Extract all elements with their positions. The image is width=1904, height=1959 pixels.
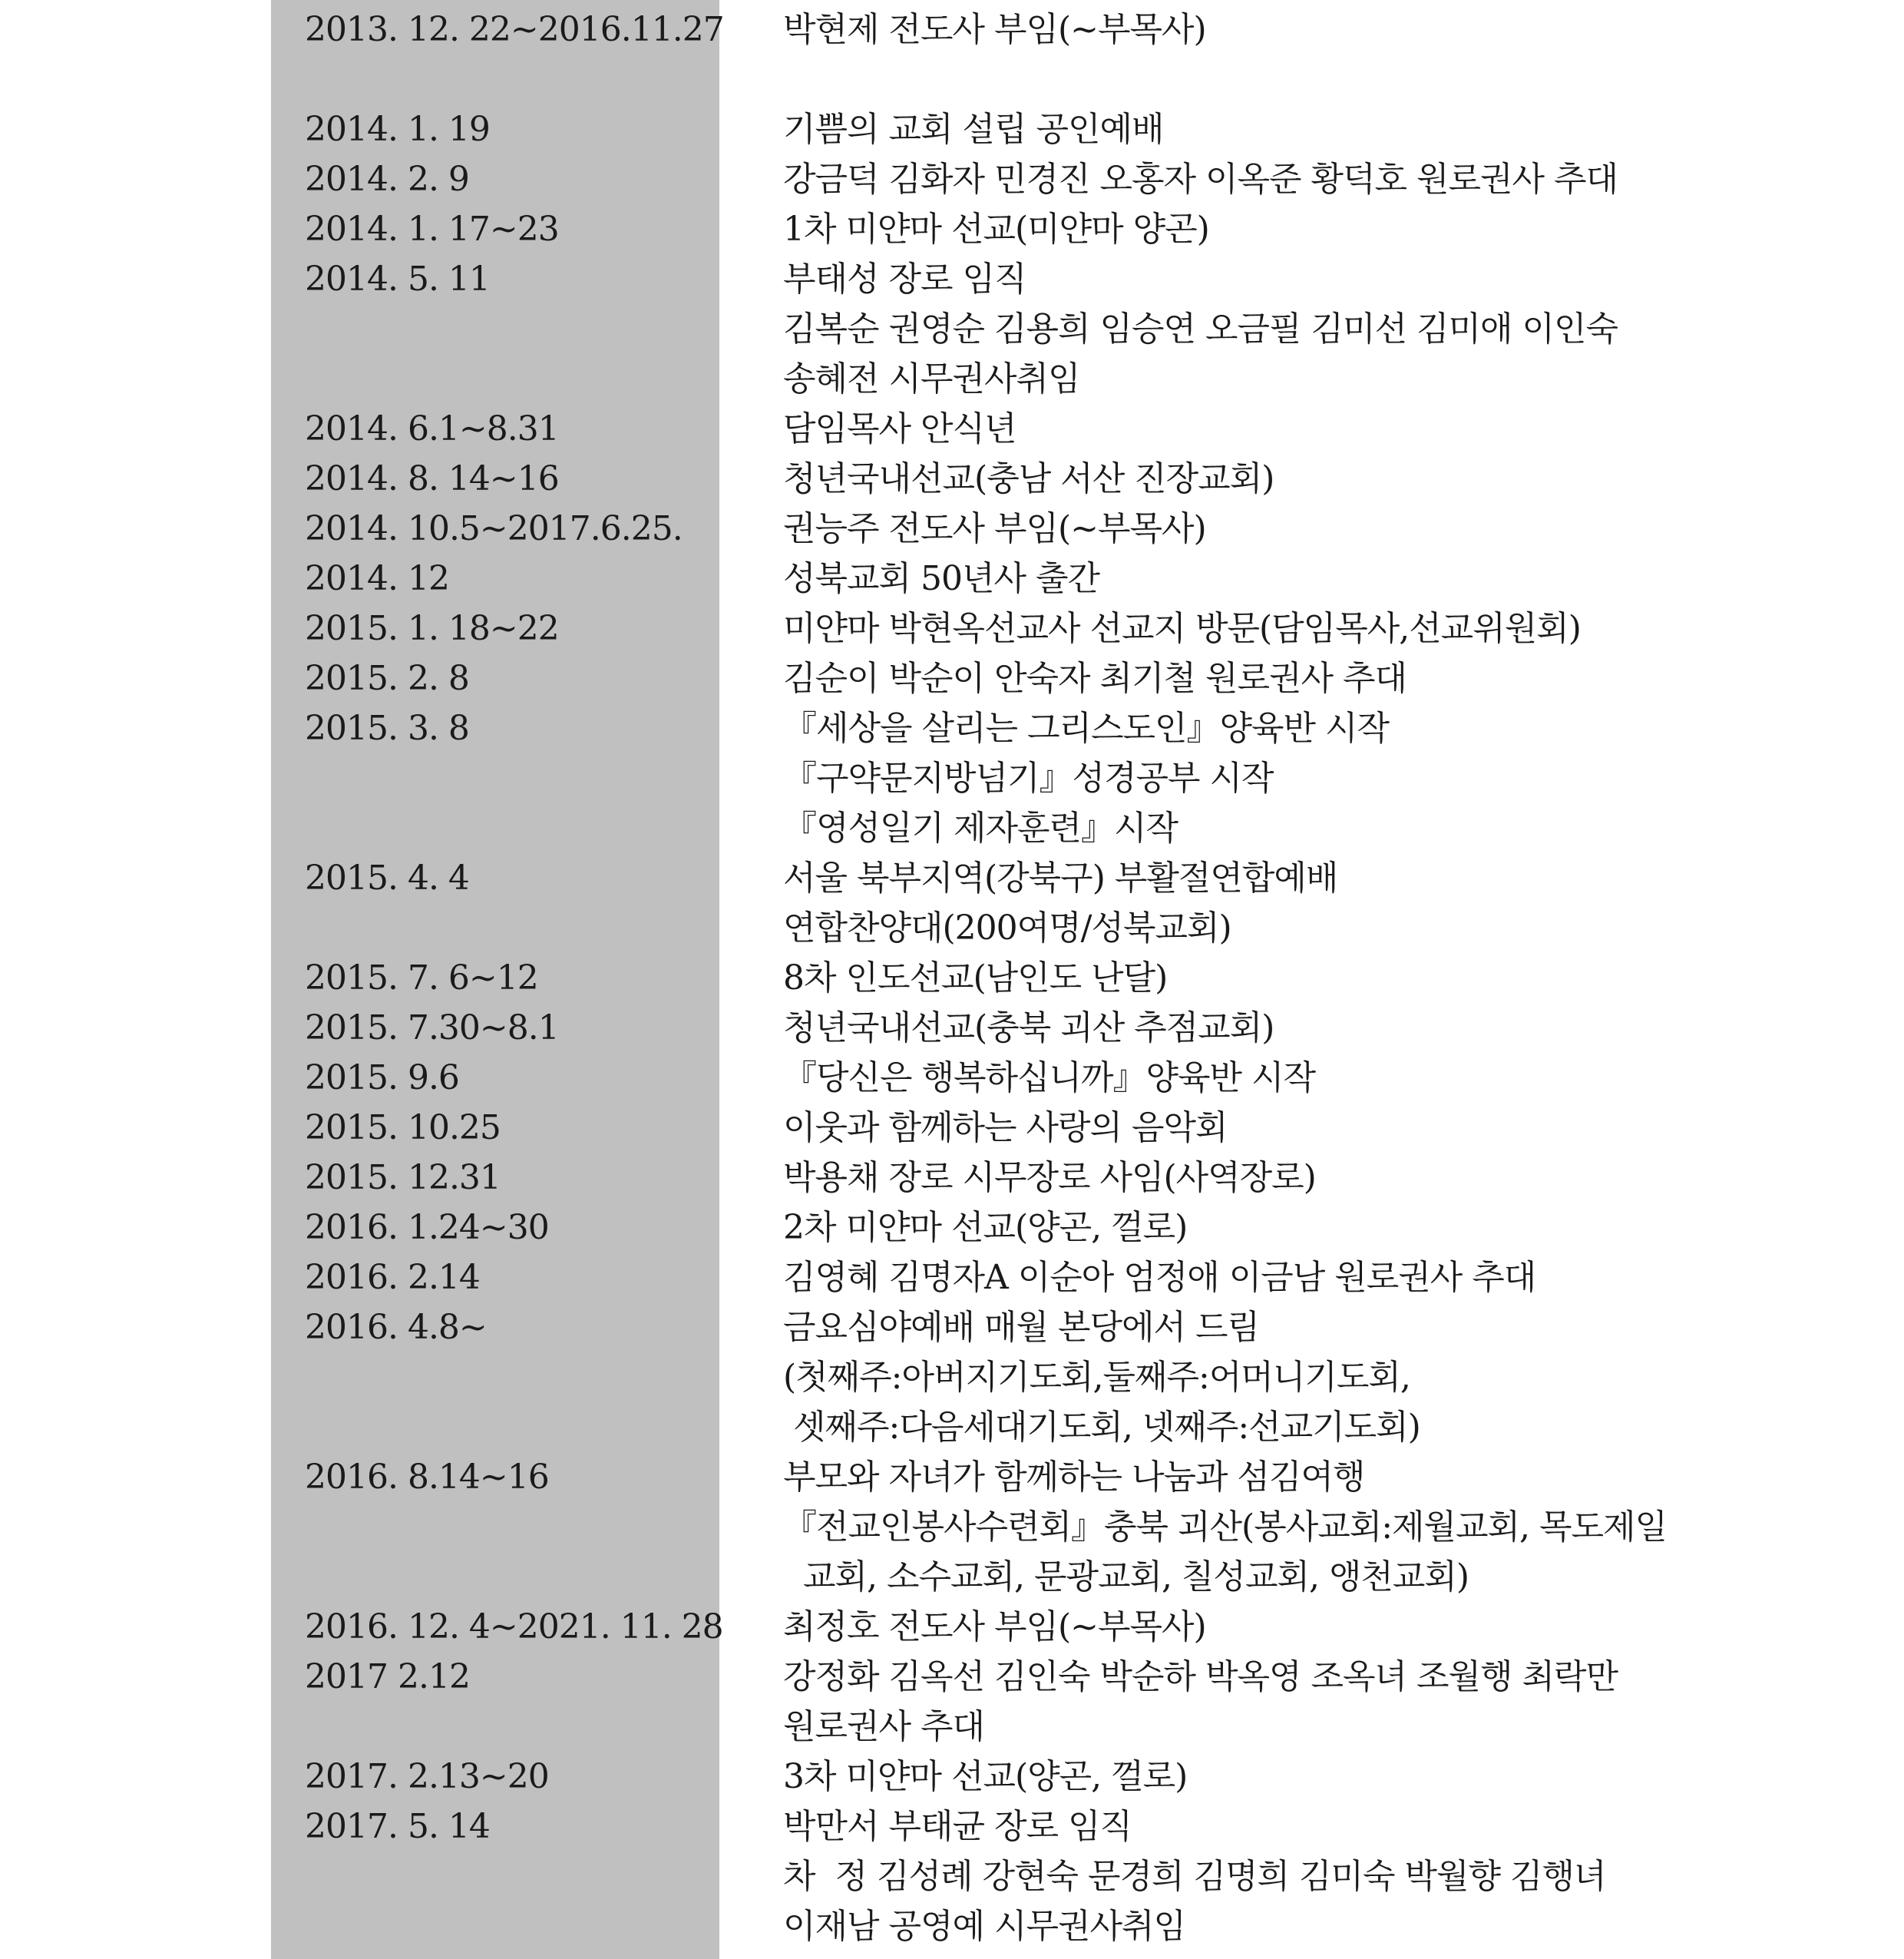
timeline-entry <box>0 454 1904 504</box>
entry-text: 3차 미얀마 선교(양곤, 껄로) <box>783 1757 1188 1796</box>
entry-date: 2014. 8. 14~16 <box>305 459 559 498</box>
entry-text: 강금덕 김화자 민경진 오홍자 이옥준 황덕호 원로권사 추대 <box>783 160 1618 199</box>
timeline-entry <box>0 1502 1904 1552</box>
entry-date <box>305 1502 712 1552</box>
timeline-entry <box>0 1103 1904 1153</box>
entry-date <box>305 1352 712 1402</box>
timeline-entry <box>0 1402 1904 1452</box>
entry-text: 김영혜 김명자A 이순아 엄정애 이금남 원로권사 추대 <box>783 1258 1536 1297</box>
entry-text: 2차 미얀마 선교(양곤, 껄로) <box>783 1208 1188 1247</box>
entry-text: 연합찬양대(200여명/성북교회) <box>783 908 1231 948</box>
entry-date: 2015. 10.25 <box>305 1108 501 1147</box>
entry-text: 송혜전 시무권사취임 <box>783 359 1080 399</box>
entry-date: 2015. 2. 8 <box>305 659 469 698</box>
entry-text: 담임목사 안식년 <box>783 409 1016 448</box>
entry-date: 2015. 7. 6~12 <box>305 958 538 998</box>
timeline-entry <box>0 304 1904 354</box>
entry-text: 『전교인봉사수련회』충북 괴산(봉사교회:제월교회, 목도제일 <box>783 1507 1668 1547</box>
entry-text: 김복순 권영순 김용희 임승연 오금필 김미선 김미애 이인숙 <box>783 309 1618 349</box>
entry-text: 기쁨의 교회 설립 공인예배 <box>783 110 1164 149</box>
entry-date: 2016. 4.8~ <box>305 1308 487 1347</box>
timeline-entry <box>0 853 1904 903</box>
timeline-entry <box>0 703 1904 753</box>
entry-text: 『당신은 행복하십니까』양육반 시작 <box>783 1058 1316 1097</box>
entry-date <box>305 304 712 354</box>
entry-date: 2017. 2.13~20 <box>305 1757 549 1796</box>
timeline-entry <box>0 1053 1904 1103</box>
entry-text: 이웃과 함께하는 사랑의 음악회 <box>783 1108 1228 1147</box>
entry-text: 1차 미얀마 선교(미얀마 양곤) <box>783 210 1209 249</box>
timeline-entry <box>0 1003 1904 1053</box>
entry-date <box>305 1901 712 1951</box>
timeline-entry <box>0 5 1904 55</box>
entry-date <box>305 903 712 953</box>
entry-text: 최정호 전도사 부임(~부목사) <box>783 1607 1206 1646</box>
timeline-entry <box>0 154 1904 204</box>
entry-date <box>305 55 712 104</box>
entry-date: 2014. 1. 19 <box>305 110 490 149</box>
timeline-entry <box>0 803 1904 853</box>
timeline-entry <box>0 903 1904 953</box>
entry-date: 2015. 7.30~8.1 <box>305 1008 559 1047</box>
entry-date: 2015. 3. 8 <box>305 709 469 748</box>
timeline-entry <box>0 1851 1904 1901</box>
entry-date: 2014. 2. 9 <box>305 160 469 199</box>
timeline-entry <box>0 1352 1904 1402</box>
entry-text: 금요심야예배 매월 본당에서 드림 <box>783 1308 1260 1347</box>
timeline-entry <box>0 1652 1904 1702</box>
timeline-entry <box>0 55 1904 104</box>
entry-text: 『구약문지방넘기』성경공부 시작 <box>783 759 1274 798</box>
entry-text: 부모와 자녀가 함께하는 나눔과 섬김여행 <box>783 1458 1365 1497</box>
entry-date: 2015. 9.6 <box>305 1058 459 1097</box>
entry-text: 교회, 소수교회, 문광교회, 칠성교회, 앵천교회) <box>783 1557 1469 1597</box>
entry-date: 2013. 12. 22~2016.11.27 <box>305 10 724 49</box>
timeline-entry <box>0 354 1904 404</box>
entry-date <box>305 354 712 404</box>
entry-date: 2014. 6.1~8.31 <box>305 409 559 448</box>
entry-date <box>305 753 712 803</box>
timeline-entry <box>0 654 1904 703</box>
entry-text: 박용채 장로 시무장로 사임(사역장로) <box>783 1158 1316 1197</box>
timeline-entry <box>0 504 1904 554</box>
timeline-entry <box>0 1901 1904 1951</box>
entry-text: 『영성일기 제자훈련』시작 <box>783 809 1178 848</box>
entry-date: 2017 2.12 <box>305 1657 470 1696</box>
entry-date: 2015. 4. 4 <box>305 859 469 898</box>
entry-date: 2014. 5. 11 <box>305 260 490 299</box>
entry-text: 서울 북부지역(강북구) 부활절연합예배 <box>783 859 1338 898</box>
entry-text: (첫째주:아버지기도회,둘째주:어머니기도회, <box>783 1358 1410 1397</box>
timeline-entry <box>0 1752 1904 1802</box>
entry-text: 차 정 김성례 강현숙 문경희 김명희 김미숙 박월향 김행녀 <box>783 1857 1606 1896</box>
entry-text <box>783 55 1643 104</box>
entry-text: 8차 인도선교(남인도 난달) <box>783 958 1168 998</box>
entry-date <box>305 1402 712 1452</box>
timeline-entry <box>0 604 1904 654</box>
timeline-entry <box>0 1153 1904 1203</box>
timeline-entry <box>0 1602 1904 1652</box>
entry-text: 이재남 공영예 시무권사취임 <box>783 1907 1186 1946</box>
entry-date: 2016. 12. 4~2021. 11. 28 <box>305 1607 723 1646</box>
entry-date: 2016. 1.24~30 <box>305 1208 549 1247</box>
timeline-entry <box>0 1452 1904 1502</box>
timeline-entry <box>0 554 1904 604</box>
entry-text: 강정화 김옥선 김인숙 박순하 박옥영 조옥녀 조월행 최락만 <box>783 1657 1618 1696</box>
timeline-entry <box>0 1552 1904 1602</box>
timeline-entry <box>0 204 1904 254</box>
timeline-entry <box>0 753 1904 803</box>
entry-text: 청년국내선교(충북 괴산 추점교회) <box>783 1008 1274 1047</box>
entry-text: 원로권사 추대 <box>783 1707 985 1746</box>
timeline-entry <box>0 404 1904 454</box>
entry-date <box>305 803 712 853</box>
entry-text: 성북교회 50년사 출간 <box>783 559 1099 598</box>
timeline-entry <box>0 953 1904 1003</box>
entry-date: 2015. 12.31 <box>305 1158 501 1197</box>
entry-text: 권능주 전도사 부임(~부목사) <box>783 509 1206 548</box>
entry-date <box>305 1702 712 1752</box>
entry-text: 미얀마 박현옥선교사 선교지 방문(담임목사,선교위원회) <box>783 609 1581 648</box>
entry-date: 2016. 8.14~16 <box>305 1458 549 1497</box>
entry-date: 2017. 5. 14 <box>305 1807 490 1846</box>
timeline-entry <box>0 254 1904 304</box>
timeline-entry <box>0 1253 1904 1302</box>
entry-text: 청년국내선교(충남 서산 진장교회) <box>783 459 1274 498</box>
entry-text: 박현제 전도사 부임(~부목사) <box>783 10 1206 49</box>
timeline-entry <box>0 1802 1904 1851</box>
timeline-entry <box>0 1702 1904 1752</box>
entry-text: 부태성 장로 임직 <box>783 260 1026 299</box>
entry-date: 2014. 12 <box>305 559 449 598</box>
entry-date <box>305 1552 712 1602</box>
timeline-entry <box>0 104 1904 154</box>
entry-text: 김순이 박순이 안숙자 최기철 원로권사 추대 <box>783 659 1407 698</box>
entry-text: 셋째주:다음세대기도회, 넷째주:선교기도회) <box>783 1408 1420 1447</box>
timeline-entry <box>0 1203 1904 1253</box>
entry-date: 2014. 1. 17~23 <box>305 210 559 249</box>
entry-text: 『세상을 살리는 그리스도인』양육반 시작 <box>783 709 1390 748</box>
entry-date <box>305 1851 712 1901</box>
entry-date: 2016. 2.14 <box>305 1258 480 1297</box>
timeline-entry <box>0 1302 1904 1352</box>
entry-date: 2015. 1. 18~22 <box>305 609 559 648</box>
entry-text: 박만서 부태균 장로 임직 <box>783 1807 1132 1846</box>
entry-date: 2014. 10.5~2017.6.25. <box>305 509 683 548</box>
